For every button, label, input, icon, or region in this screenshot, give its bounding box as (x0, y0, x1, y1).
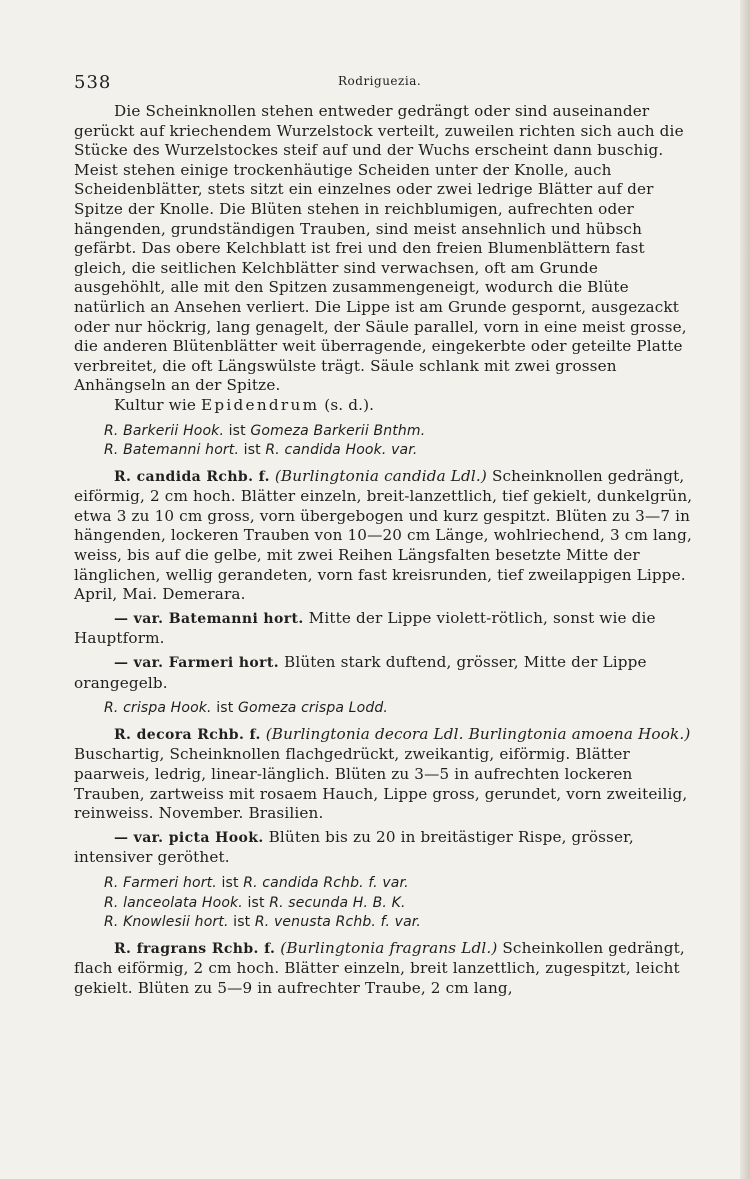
synonym-line (104, 913, 694, 933)
synonym-target: Gomeza crispa Lodd. (237, 700, 389, 717)
species-synonym: (Burlingtonia candida Ldl.) (274, 466, 487, 485)
synonym-ist: ist (211, 700, 238, 717)
kultur-genus: Epidendrum (200, 395, 320, 414)
synonym-name: R. Batemanni hort. (104, 442, 240, 459)
variety-entry-picta (74, 828, 694, 868)
synonym-target: Gomeza Barkerii Bnthm. (250, 422, 426, 439)
synonym-ist: ist (239, 442, 266, 459)
species-description: Scheinknollen gedrängt, eiförmig, 2 cm hoch. Blätter einzeln, breit-lanzettlich, tief gekielt, dunkelgrün, etwa 3 zu 10 cm gross, vorn übergebogen und kurz gespitzt. Blüten zu 3—7 in hängenden, lockeren Trauben von 10—20 cm Länge, wohlriechend, 3 cm lang, weiss, bis auf die gelbe, mit zwei Reihen Längsfalten besetzte Mitte der länglichen, wellig gerandeten, vorn fast kreisrunden, tief zweilappigen Lippe. April, Mai. Demerara. (74, 466, 693, 604)
synonym-ist: ist (216, 874, 244, 891)
page-body (74, 102, 694, 999)
synonym-target: R. candida Rchb. f. var. (243, 874, 409, 891)
kultur-suffix: (s. d.). (319, 395, 375, 414)
species-entry-fragrans (74, 939, 694, 999)
synonym-ist: ist (224, 422, 251, 439)
synonym-target: R. venusta Rchb. f. var. (254, 914, 422, 931)
synonym-name: R. Farmeri hort. (104, 874, 217, 891)
variety-name: — var. Batemanni hort. (114, 610, 304, 627)
page-number: 538 (74, 72, 112, 93)
species-description: Scheinkollen gedrängt, flach eiförmig, 2 cm hoch. Blätter einzeln, breit lanzettlich, zugespitzt, leicht gekielt. Blüten zu 5—9 in aufrechter Traube, 2 cm lang, (74, 938, 685, 997)
synonym-name: R. crispa Hook. (104, 700, 212, 717)
synonym-line (104, 422, 694, 442)
synonym-line (104, 894, 694, 914)
variety-description: Blüten bis zu 20 in breitästiger Rispe, grösser, intensiver geröthet. (74, 827, 634, 867)
kultur-line (74, 396, 694, 416)
variety-description: Blüten stark duftend, grösser, Mitte der Lippe orangegelb. (74, 653, 647, 692)
synonym-line (104, 874, 694, 894)
synonym-name: R. Knowlesii hort. (104, 914, 229, 931)
synonym-ist: ist (242, 894, 270, 911)
variety-description: Mitte der Lippe violett-rötlich, sonst wie die Hauptform. (74, 608, 656, 648)
species-name: R. candida Rchb. f. (114, 468, 270, 485)
page-edge-shadow (740, 0, 750, 1179)
synonym-target: R. secunda H. B. K. (269, 894, 406, 911)
species-entry-candida (74, 467, 694, 605)
species-name: R. fragrans Rchb. f. (114, 940, 276, 957)
variety-name: — var. picta Hook. (114, 829, 264, 846)
synonym-name: R. lanceolata Hook. (104, 894, 243, 911)
kultur-prefix: Kultur wie (114, 395, 201, 414)
species-name: R. decora Rchb. f. (114, 726, 261, 743)
synonym-line (104, 441, 694, 461)
synonym-name: R. Barkerii Hook. (104, 422, 225, 439)
synonym-ist: ist (228, 914, 255, 931)
synonym-line (104, 699, 694, 719)
species-entry-decora (74, 725, 694, 824)
variety-entry-farmeri (74, 653, 694, 693)
variety-name: — var. Farmeri hort. (114, 655, 280, 672)
synonym-target: R. candida Hook. var. (265, 442, 418, 459)
variety-entry-batemanni (74, 609, 694, 649)
page-header (74, 72, 694, 102)
species-synonym: (Burlingtonia fragrans Ldl.) (280, 938, 498, 957)
intro-paragraph: Die Scheinknollen stehen entweder gedrängt oder sind auseinander gerückt auf kriechendem Wurzelstock verteilt, zuweilen richten sich auch die Stücke des Wurzelstockes steif auf und der Wuchs erscheint dann buschig. Meist stehen einige trockenhäutige Scheiden unter der Knolle, auch Scheidenblätter, stets sitzt ein einzelnes oder zwei ledrige Blätter auf der Spitze der Knolle. Die Blüten stehen in reichblumigen, aufrechten oder hängenden, grundständigen Trauben, sind meist ansehnlich und hübsch gefärbt. Das obere Kelchblatt ist frei und den freien Blumenblättern fast gleich, die seitlichen Kelchblätter sind verwachsen, oft am Grunde ausgehöhlt, alle mit den Spitzen zusammengeneigt, wodurch die Blüte natürlich an Ansehen verliert. Die Lippe ist am Grunde gespornt, ausgezackt oder nur höckrig, lang genagelt, der Säule parallel, vorn in eine meist grosse, die anderen Blütenblätter weit überragende, eingekerbte oder geteilte Platte verbreitet, die oft Längswülste trägt. Säule schlank mit zwei grossen Anhängseln an der Spitze. (74, 102, 687, 395)
running-title: Rodriguezia. (338, 74, 422, 88)
species-synonym: (Burlingtonia decora Ldl. Burlingtonia amoena Hook.) (265, 724, 691, 743)
species-description: Buschartig, Scheinknollen flachgedrückt, zweikantig, eiförmig. Blätter paarweis, ledrig, linear-länglich. Blüten zu 3—5 in aufrechten lockeren Trauben, zartweiss mit rosaem Hauch, Lippe gross, gerundet, vorn zweiteilig, reinweiss. November. Brasilien. (74, 745, 688, 823)
